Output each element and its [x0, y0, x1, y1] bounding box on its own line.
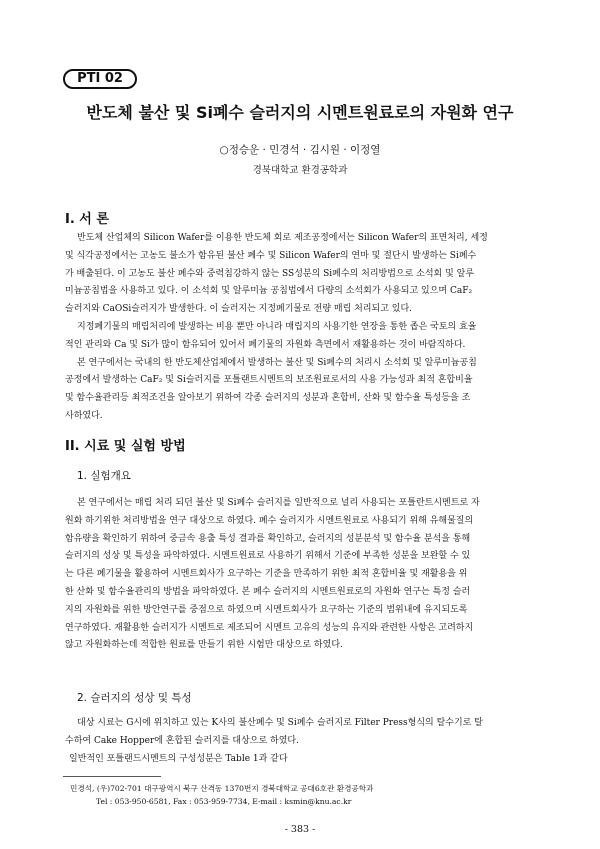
method-paragraph [65, 495, 537, 655]
subsection-heading-sludge: 2. 슬러지의 성상 및 특성 [77, 692, 192, 704]
footnote-address: 민경석, (우)702-701 대구광역시 북구 산격동 1370번지 경북대학교 공대6호관 환경공학과 [70, 784, 374, 793]
section-badge: PTI 02 [63, 69, 137, 89]
page-number: - 383 - [284, 824, 316, 835]
text-line: 지정폐기물의 매립처리에 발생하는 비용 뿐만 아니라 매립지의 사용기한 연장을 통한 좁은 국토의 효율 [77, 321, 477, 332]
text-line: 및 식각공정에서는 고농도 불소가 함유된 불산 폐수 및 Silicon Wafer의 연마 및 절단시 발생하는 Si폐수 [65, 250, 477, 261]
footnote-divider [63, 776, 161, 777]
text-line: 연구하였다. 재활용한 슬러지가 시멘트로 제조되어 시멘트 고유의 성능의 유지와 관련한 사항은 고려하지 [65, 622, 474, 633]
text-line: 공정에서 발생하는 CaF₂ 및 Si슬러지를 포틀랜트시멘트의 보조원료로서의 사용 가능성과 최적 혼합비율 [65, 375, 473, 386]
author-list: ○정승운 · 민경석 · 김시원 · 이정열 [219, 144, 381, 156]
text-line: 대상 시료는 G시에 위치하고 있는 K사의 불산폐수 및 Si폐수 슬러지로 Filter Press형식의 탈수기로 탈 [77, 718, 483, 728]
text-line: 본 연구에서는 국내의 한 반도체산업체에서 발생하는 불산 및 Si폐수의 처리시 소석회 및 알루미늄공침 [77, 357, 477, 368]
text-line: 본 연구에서는 매립 처리 되던 불산 및 Si폐수 슬러지를 일반적으로 널리 사용되는 포틀란트시멘트로 자 [77, 498, 480, 508]
affiliation: 경북대학교 환경공학과 [252, 165, 348, 176]
text-line: 지의 자원화를 위한 방안연구를 중점으로 하였으며 시멘트회사가 요구하는 기준의 범위내에 유지되도록 [65, 604, 468, 615]
text-line: 함유량을 확인하기 위하여 중금속 용출 특성 결과를 확인하고, 슬러지의 성분분석 및 함수율 분석을 통해 [65, 533, 471, 544]
text-line: 한 산화 및 함수율관리의 방법을 파악하였다. 본 폐수 슬러지의 시멘트원료로의 자원화 연구는 특정 슬러 [65, 586, 471, 597]
text-line: 가 배출된다. 이 고농도 불산 폐수와 중력침강하지 않는 SS성분의 Si폐수의 처리방법으로 소석회 및 알루 [65, 268, 475, 279]
text-line: 미늄공침법을 사용하고 있다. 이 소석회 및 알루미늄 공침법에서 다량의 소석회가 사용되고 있으며 CaF₂ [65, 286, 473, 297]
text-line: 사하였다. [65, 410, 103, 421]
text-line: 않고 자원화하는데 적합한 원료를 만들기 위한 시험만 대상으로 하였다. [65, 640, 343, 651]
sludge-paragraph [65, 715, 537, 768]
section-heading-introduction: I. 서 론 [65, 212, 109, 227]
text-line: 슬러지와 CaOSi슬러지가 발생한다. 이 슬러지는 지정폐기물로 전량 매립 처리되고 있다. [65, 304, 413, 315]
paper-title: 반도체 불산 및 Si폐수 슬러지의 시멘트원료로의 자원화 연구 [86, 103, 514, 122]
subsection-heading-overview: 1. 실험개요 [77, 470, 131, 482]
introduction-paragraph [65, 230, 537, 426]
text-line: 슬러지의 성상 및 특성을 파악하였다. 시멘트원료로 사용하기 위해서 기준에 부족한 성분을 보완할 수 있 [65, 551, 471, 562]
section-heading-methods: II. 시료 및 실험 방법 [65, 439, 186, 454]
footnote-contact: Tel : 053-950-6581, Fax : 053-959-7734, E-mail : ksmin@knu.ac.kr [96, 797, 352, 806]
text-line: 는 다른 폐기물을 활용하여 시멘트회사가 요구하는 기준을 만족하기 위한 최적 혼합비율 및 재활용을 위 [65, 569, 468, 580]
text-line: 반도체 산업체의 Silicon Wafer를 이용한 반도체 회로 제조공정에서는 Silicon Wafer의 표면처리, 세정 [77, 233, 488, 243]
text-line: 적인 관리와 Ca 및 Si가 많이 함유되어 있어서 폐기물의 자원화 측면에서 재활용하는 것이 바람직하다. [65, 339, 466, 350]
text-line: 수하여 Cake Hopper에 혼합된 슬러지를 대상으로 하였다. [65, 735, 299, 746]
text-line: 원화 하기위한 처리방법을 연구 대상으로 하였다. 폐수 슬러지가 시멘트원료로 사용되기 위해 유해물질의 [65, 515, 474, 526]
text-line: 일반적인 포틀랜드시멘트의 구성성분은 Table 1과 같다 [69, 753, 288, 764]
text-line: 및 함수율관리등 최적조건을 알아보기 위하여 각종 슬러지의 성분과 혼합비, 산화 및 함수율 특성등을 조 [65, 393, 471, 404]
